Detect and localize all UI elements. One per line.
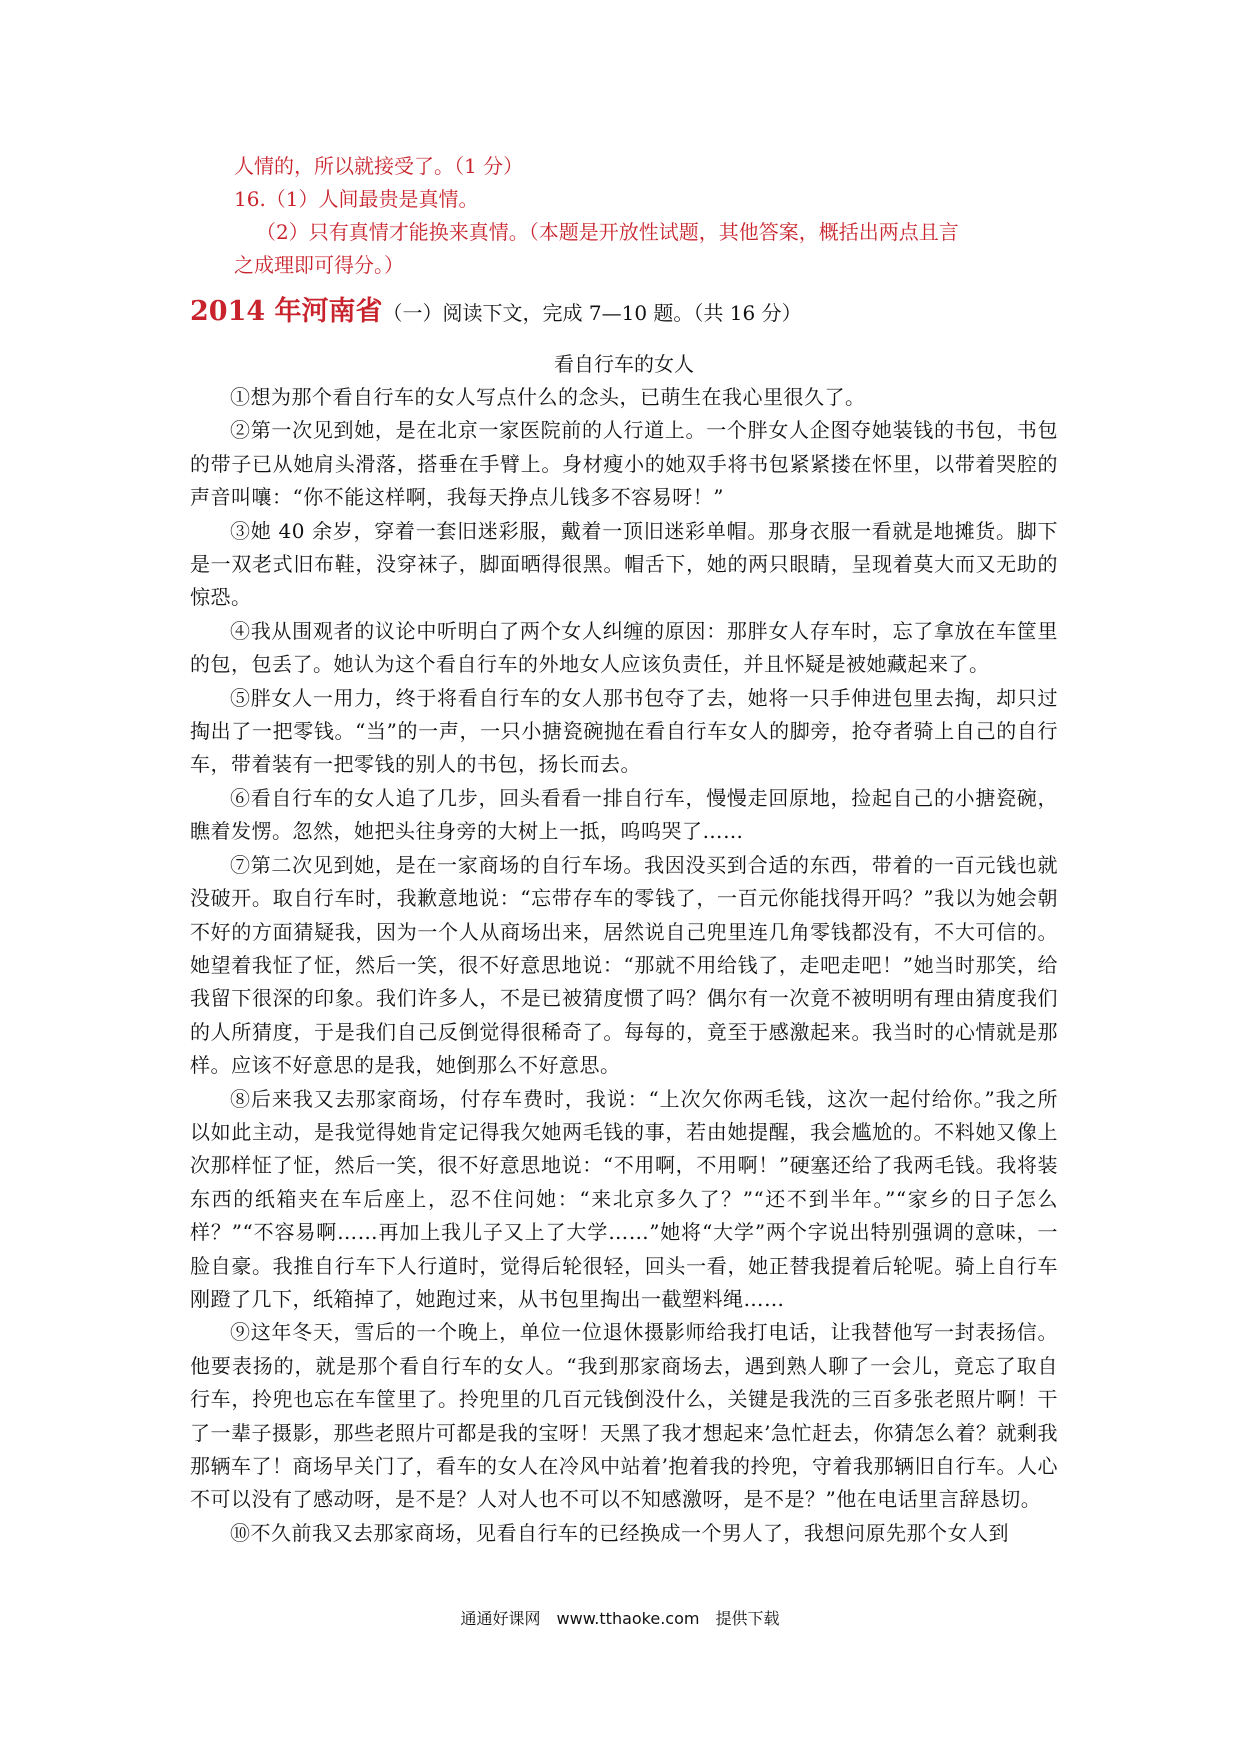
answer-line-3: （2）只有真情才能换来真情。（本题是开放性试题，其他答案，概括出两点且言 (256, 220, 959, 244)
section-instruction: （一）阅读下文，完成 7—10 题。（共 16 分） (382, 301, 802, 325)
article-paragraph-10: ⑩不久前我又去那家商场，见看自行车的已经换成一个男人了，我想问原先那个女人到 (230, 1520, 1009, 1545)
article-paragraph-8: ⑧后来我又去那家商场，付存车费时，我说：“上次欠你两毛钱，这次一起付给你。”我之所以如此主动，是我觉得她肯定记得我欠她两毛钱的事，若由她提醒，我会尴尬的。不料她又像上次那样怔了怔，然后一笑，很不好意思地说：“不用啊，不用啊！”硬塞还给了我两毛钱。我将装东西的纸箱夹在车后座上，忍不住问她：“来北京多久了？”“还不到半年。”“家乡的日子怎么样？”“不容易啊……再加上我儿子又上了大学……”她将“大学”两个字说出特别强调的意味，一脸自豪。我推自行车下人行道时，觉得后轮很轻，回头一看，她正替我提着后轮呢。骑上自行车刚蹬了几下，纸箱掉了，她跑过来，从书包里掏出一截塑料绳…… (190, 1086, 1058, 1311)
document-page (190, 150, 1058, 1550)
section-year-province: 2014 年河南省 (190, 296, 383, 327)
article-paragraph-9: ⑨这年冬天，雪后的一个晚上，单位一位退休摄影师给我打电话，让我替他写一封表扬信。他要表扬的，就是那个看自行车的女人。“我到那家商场去，遇到熟人聊了一会儿，竟忘了取自行车，拎兜也忘在车筐里了。拎兜里的几百元钱倒没什么，关键是我洗的三百多张老照片啊！干了一辈子摄影，那些老照片可都是我的宝呀！天黑了我才想起来’急忙赶去，你猜怎么着？就剩我那辆车了！商场早关门了，看车的女人在冷风中站着’抱着我的拎兜，守着我那辆旧自行车。人心不可以没有了感动呀，是不是？人对人也不可以不知感激呀，是不是？”他在电话里言辞恳切。 (190, 1320, 1058, 1512)
section-heading (190, 292, 1058, 333)
article-paragraph-7: ⑦第二次见到她，是在一家商场的自行车场。我因没买到合适的东西，带着的一百元钱也就没破开。取自行车时，我歉意地说：“忘带存车的零钱了，一百元你能找得开吗？”我以为她会朝不好的方面猜疑我，因为一个人从商场出来，居然说自己兜里连几角零钱都没有，不大可信的。她望着我怔了怔，然后一笑，很不好意思地说：“那就不用给钱了，走吧走吧！”她当时那笑，给我留下很深的印象。我们许多人，不是已被猜度惯了吗？偶尔有一次竟不被明明有理由猜度我们的人所猜度，于是我们自己反倒觉得很稀奇了。每每的，竟至于感激起来。我当时的心情就是那样。应该不好意思的是我，她倒那么不好意思。 (190, 852, 1058, 1078)
article-paragraph-6: ⑥看自行车的女人追了几步，回头看看一排自行车，慢慢走回原地，捡起自己的小搪瓷碗，瞧着发愣。忽然，她把头往身旁的大树上一抵，呜呜哭了…… (190, 785, 1058, 844)
article-paragraph-1: ①想为那个看自行车的女人写点什么的念头，已萌生在我心里很久了。 (230, 385, 866, 409)
article-title: 看自行车的女人 (554, 352, 694, 376)
answer-line-1: 人情的，所以就接受了。（1 分） (234, 154, 524, 178)
answer-line-4: 之成理即可得分。） (234, 253, 404, 277)
article-paragraph-2: ②第一次见到她，是在北京一家医院前的人行道上。一个胖女人企图夺她装钱的书包，书包的带子已从她肩头滑落，搭垂在手臂上。身材瘦小的她双手将书包紧紧搂在怀里，以带着哭腔的声音叫嚷：“你不能这样啊，我每天挣点儿钱多不容易呀！” (190, 418, 1058, 510)
article-paragraph-3: ③她 40 余岁，穿着一套旧迷彩服，戴着一顶旧迷彩单帽。那身衣服一看就是地摊货。脚下是一双老式旧布鞋，没穿袜子，脚面晒得很黑。帽舌下，她的两只眼睛，呈现着莫大而又无助的惊恐。 (190, 518, 1058, 610)
article-paragraph-5: ⑤胖女人一用力，终于将看自行车的女人那书包夺了去，她将一只手伸进包里去掏，却只过掏出了一把零钱。“当”的一声，一只小搪瓷碗抛在看自行车女人的脚旁，抢夺者骑上自己的自行车，带着装有一把零钱的别人的书包，扬长而去。 (190, 685, 1058, 777)
footer-source: 通通好课网 www.tthaoke.com 提供下载 (460, 1609, 780, 1628)
answer-line-2: 16.（1）人间最贵是真情。 (234, 187, 479, 211)
article-paragraph-4: ④我从围观者的议论中听明白了两个女人纠缠的原因：那胖女人存车时，忘了拿放在车筐里的包，包丢了。她认为这个看自行车的外地女人应该负责任，并且怀疑是被她藏起来了。 (190, 618, 1058, 677)
